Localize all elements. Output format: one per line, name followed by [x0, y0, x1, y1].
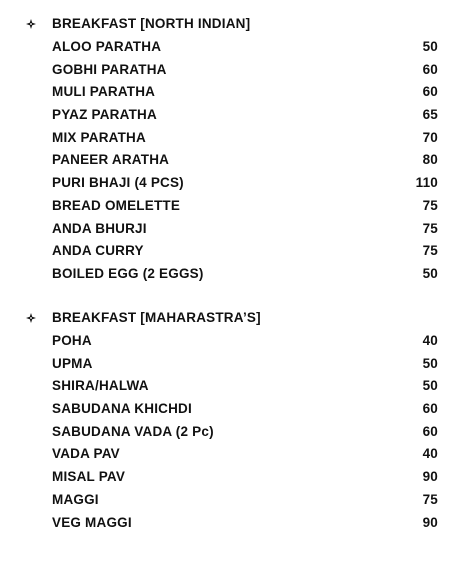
item-name: ALOO PARATHA — [52, 39, 162, 54]
item-price: 60 — [422, 61, 438, 77]
item-price: 50 — [422, 39, 438, 54]
item-price: 75 — [422, 220, 438, 236]
menu-item — [0, 81, 469, 104]
item-name: MIX PARATHA — [52, 129, 146, 145]
section-title: BREAKFAST [NORTH INDIAN] — [52, 16, 251, 31]
menu-item — [0, 149, 469, 172]
section-header — [0, 306, 469, 330]
menu-item — [0, 195, 469, 218]
menu-item — [0, 330, 469, 353]
menu-item — [0, 218, 469, 241]
menu-item — [0, 375, 469, 398]
item-name: VADA PAV — [52, 446, 120, 462]
menu-item-list — [0, 330, 469, 534]
menu-item — [0, 263, 469, 286]
item-name: SABUDANA KHICHDI — [52, 401, 192, 417]
section-header — [0, 12, 469, 36]
menu-item — [0, 353, 469, 376]
item-name: SABUDANA VADA (2 Pc) — [52, 423, 214, 439]
item-name: PURI BHAJI (4 PCS) — [52, 175, 184, 191]
item-price: 75 — [422, 197, 438, 213]
menu-item — [0, 421, 469, 444]
menu-item — [0, 172, 469, 195]
item-name: BREAD OMELETTE — [52, 197, 181, 213]
menu-item — [0, 466, 469, 489]
item-name: MAGGI — [52, 491, 99, 507]
item-price: 60 — [422, 84, 438, 100]
item-price: 60 — [422, 423, 438, 439]
item-price: 75 — [422, 491, 438, 507]
item-name: BOILED EGG (2 EGGS) — [52, 265, 204, 281]
item-price: 40 — [422, 333, 438, 348]
item-price: 75 — [422, 243, 438, 259]
section-title: BREAKFAST [MAHARASTRA’S] — [52, 310, 261, 325]
item-name: ANDA BHURJI — [52, 220, 147, 236]
item-name: SHIRA/HALWA — [52, 378, 149, 394]
item-price: 70 — [422, 129, 438, 145]
menu-item — [0, 240, 469, 263]
menu-item — [0, 127, 469, 150]
item-name: PYAZ PARATHA — [52, 107, 157, 123]
diamond-bullet-icon — [26, 19, 36, 29]
menu-item — [0, 104, 469, 127]
item-price: 50 — [422, 355, 438, 371]
item-name: MULI PARATHA — [52, 84, 156, 100]
item-price: 50 — [422, 265, 438, 281]
menu-item — [0, 443, 469, 466]
item-price: 65 — [422, 107, 438, 123]
item-name: MISAL PAV — [52, 469, 126, 485]
item-price: 50 — [422, 378, 438, 394]
item-name: POHA — [52, 333, 92, 348]
item-price: 80 — [422, 152, 438, 168]
item-price: 60 — [422, 401, 438, 417]
item-price: 90 — [422, 514, 438, 530]
menu-item — [0, 36, 469, 59]
menu-item — [0, 59, 469, 82]
menu-section-maharashtra — [0, 306, 469, 534]
item-name: PANEER ARATHA — [52, 152, 170, 168]
menu-item — [0, 489, 469, 512]
menu-item-list — [0, 36, 469, 286]
item-price: 90 — [422, 469, 438, 485]
item-price: 110 — [415, 175, 438, 191]
item-name: VEG MAGGI — [52, 514, 132, 530]
item-name: GOBHI PARATHA — [52, 61, 167, 77]
menu-item — [0, 512, 469, 535]
menu-item — [0, 398, 469, 421]
menu-section-north-indian — [0, 12, 469, 286]
diamond-bullet-icon — [26, 313, 36, 323]
item-price: 40 — [422, 446, 438, 462]
item-name: UPMA — [52, 355, 93, 371]
item-name: ANDA CURRY — [52, 243, 144, 259]
